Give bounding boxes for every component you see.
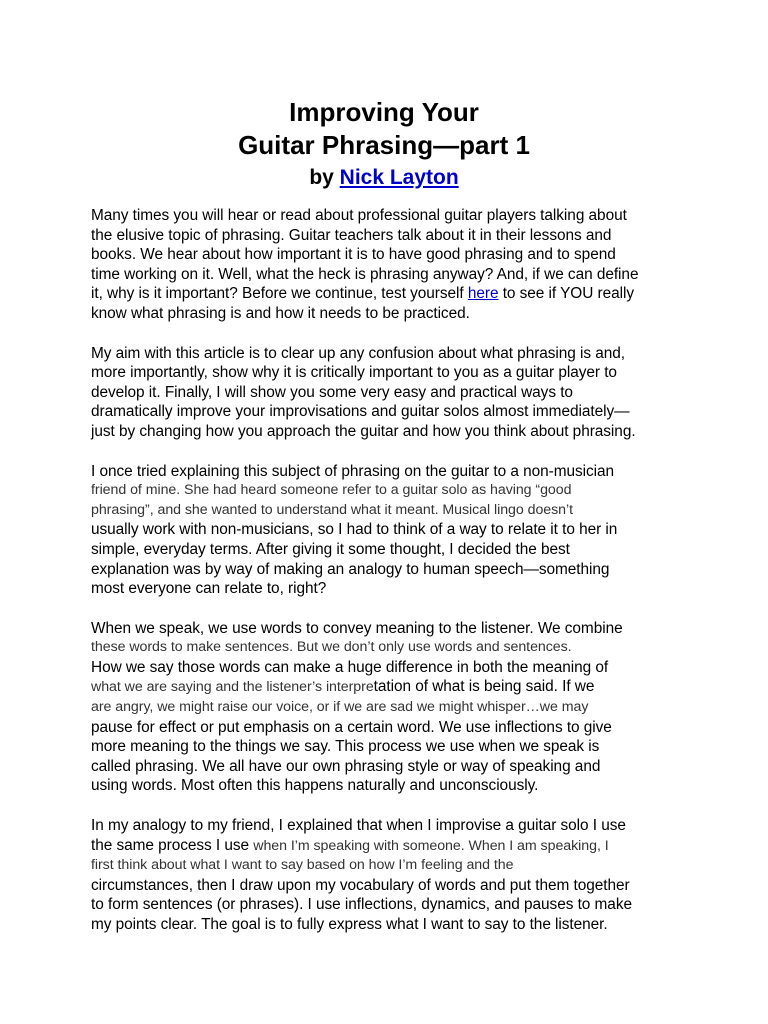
p3-line-3: phrasing”, and she wanted to understand what it meant. Musical lingo doesn’t (91, 501, 574, 518)
p5-line-3: first think about what I want to say based on how I’m feeling and the (91, 857, 514, 874)
p5-line-5: to form sentences (or phrases). I use inflections, dynamics, and pauses to make (91, 896, 632, 914)
p5-line-6: my points clear. The goal is to fully express what I want to say to the listener. (91, 916, 608, 933)
p3-line-6: explanation was by way of making an analogy to human speech—something (91, 560, 610, 578)
p2-line-1: My aim with this article is to clear up any confusion about what phrasing is and, (91, 344, 626, 362)
p5-line-2-end: when I’m speaking with someone. When I am speaking, I (253, 837, 609, 854)
paragraph-2 (91, 344, 691, 442)
p2-line-3: develop it. Finally, I will show you some very easy and practical ways to (91, 383, 573, 401)
p4-line-4-end: tation of what is being said. If we (373, 678, 595, 696)
paragraph-3 (91, 462, 691, 599)
author-link[interactable]: Nick Layton (339, 166, 459, 189)
here-link[interactable]: here (467, 285, 499, 303)
paragraph-1 (91, 206, 691, 324)
title-block (0, 96, 768, 191)
p3-line-5: simple, everyday terms. After giving it some thought, I decided the best (91, 540, 570, 558)
p5-line-2-start: the same process I use (91, 836, 254, 854)
p4-line-5: are angry, we might raise our voice, or if we are sad we might whisper…we may (91, 699, 589, 716)
title-line-2: Guitar Phrasing—part 1 (238, 130, 530, 160)
p4-line-8: called phrasing. We all have our own phrasing style or way of speaking and (91, 757, 601, 775)
p4-line-2: these words to make sentences. But we don’t only use words and sentences. (91, 639, 572, 656)
p3-line-7: most everyone can relate to, right? (91, 580, 327, 598)
p3-line-1: I once tried explaining this subject of phrasing on the guitar to a non-musician (91, 462, 615, 480)
p2-line-5: just by changing how you approach the guitar and how you think about phrasing. (91, 422, 636, 440)
p1-line-5-start: it, why is it important? Before we continue, test yourself (91, 285, 468, 303)
p1-line-3: books. We hear about how important it is to have good phrasing and to spend (91, 246, 616, 264)
article-body (91, 206, 691, 955)
p1-line-6: know what phrasing is and how it needs to be practiced. (91, 304, 470, 322)
p5-line-4: circumstances, then I draw upon my vocabulary of words and put them together (91, 876, 630, 894)
p5-line-1: In my analogy to my friend, I explained that when I improvise a guitar solo I use (91, 817, 626, 835)
p2-line-2: more importantly, show why it is critically important to you as a guitar player to (91, 364, 617, 382)
p4-line-3: How we say those words can make a huge difference in both the meaning of (91, 658, 609, 676)
p4-line-7: more meaning to the things we say. This process we use when we speak is (91, 738, 600, 756)
paragraph-4 (91, 619, 691, 796)
p1-line-1: Many times you will hear or read about professional guitar players talking about (91, 207, 627, 224)
p4-line-4-start: what we are saying and the listener’s interpre (91, 679, 374, 696)
paragraph-5 (91, 816, 691, 935)
p1-line-5-end: to see if YOU really (498, 285, 634, 303)
p2-line-4: dramatically improve your improvisations and guitar solos almost immediately— (91, 403, 630, 421)
p3-line-4: usually work with non-musicians, so I had to think of a way to relate it to her in (91, 521, 618, 539)
byline (0, 164, 768, 191)
p1-line-2: the elusive topic of phrasing. Guitar teachers talk about it in their lessons and (91, 226, 612, 244)
p4-line-9: using words. Most often this happens naturally and unconsciously. (91, 777, 539, 795)
p3-line-2: friend of mine. She had heard someone refer to a guitar solo as having “good (91, 482, 572, 499)
p4-line-4 (91, 677, 691, 698)
title-line-1: Improving Your (289, 97, 479, 127)
p1-line-4: time working on it. Well, what the heck is phrasing anyway? And, if we can define (91, 265, 639, 283)
p4-line-1: When we speak, we use words to convey meaning to the listener. We combine (91, 619, 623, 637)
p1-line-5 (91, 284, 691, 304)
p4-line-6: pause for effect or put emphasis on a certain word. We use inflections to give (91, 718, 612, 736)
p5-line-2 (91, 836, 691, 857)
byline-by: by (309, 166, 340, 189)
